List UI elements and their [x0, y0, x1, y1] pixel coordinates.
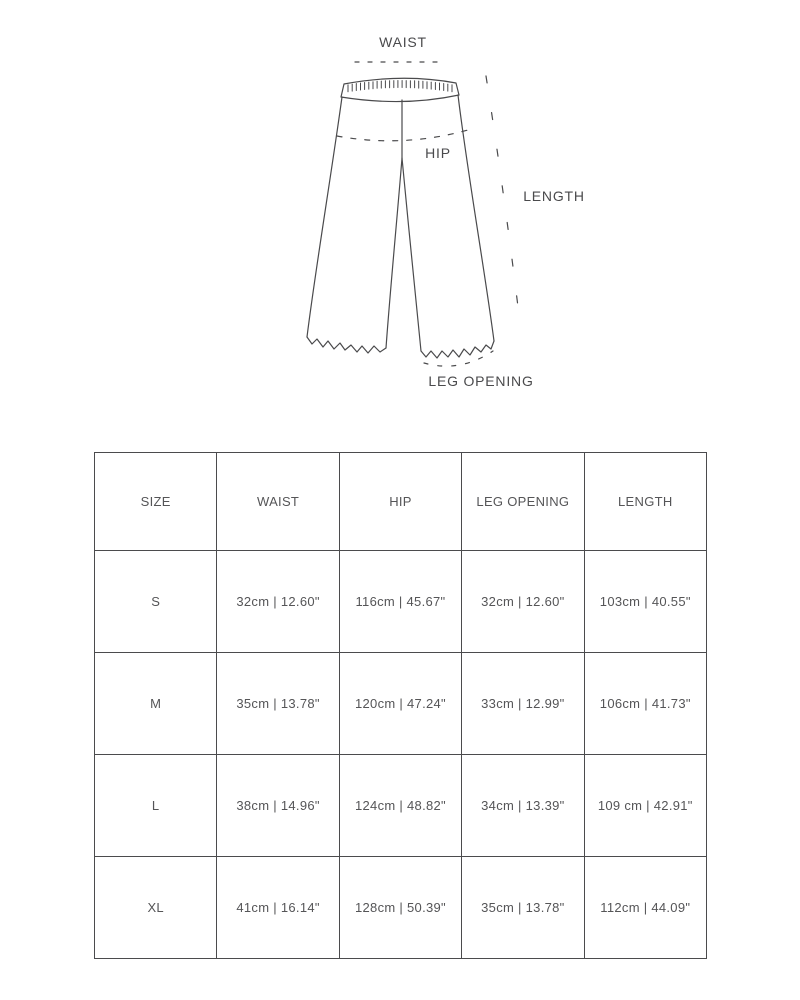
cell-size: L [95, 755, 217, 857]
cell-hip: 124cm | 48.82" [339, 755, 461, 857]
table-row-m [95, 653, 707, 755]
length-label: LENGTH [523, 188, 585, 204]
hip-label: HIP [425, 145, 451, 161]
col-header-length: LENGTH [584, 453, 706, 551]
table-row-s [95, 551, 707, 653]
waist-label: WAIST [379, 34, 427, 50]
cell-size: M [95, 653, 217, 755]
cell-size: XL [95, 857, 217, 959]
cell-size: S [95, 551, 217, 653]
size-chart-table [94, 452, 707, 959]
cell-waist: 35cm | 13.78" [217, 653, 339, 755]
cell-leg-opening: 33cm | 12.99" [462, 653, 584, 755]
cell-leg-opening: 34cm | 13.39" [462, 755, 584, 857]
leg-opening-dashed-line [424, 351, 493, 366]
pants-line-art [0, 0, 800, 440]
waistband-ribbing [348, 81, 452, 92]
cell-waist: 38cm | 14.96" [217, 755, 339, 857]
cell-hip: 116cm | 45.67" [339, 551, 461, 653]
left-outer-seam [307, 97, 342, 337]
cell-length: 103cm | 40.55" [584, 551, 706, 653]
cell-length: 109 cm | 42.91" [584, 755, 706, 857]
right-inner-seam [402, 158, 421, 351]
header-row [95, 453, 707, 551]
right-outer-seam [458, 95, 494, 341]
leg-opening-label: LEG OPENING [428, 373, 534, 389]
col-header-hip: HIP [339, 453, 461, 551]
cell-length: 112cm | 44.09" [584, 857, 706, 959]
table-row-l [95, 755, 707, 857]
cell-hip: 120cm | 47.24" [339, 653, 461, 755]
table-row-xl [95, 857, 707, 959]
cell-hip: 128cm | 50.39" [339, 857, 461, 959]
waistband-outline [341, 78, 459, 101]
col-header-leg-opening: LEG OPENING [462, 453, 584, 551]
right-hem-fray [421, 341, 494, 358]
size-chart-container [94, 452, 707, 959]
left-inner-seam [386, 158, 402, 348]
left-hem-fray [307, 337, 386, 353]
cell-leg-opening: 32cm | 12.60" [462, 551, 584, 653]
cell-length: 106cm | 41.73" [584, 653, 706, 755]
cell-leg-opening: 35cm | 13.78" [462, 857, 584, 959]
cell-waist: 32cm | 12.60" [217, 551, 339, 653]
length-dashed-line [486, 76, 521, 332]
pants-diagram [0, 0, 800, 440]
cell-waist: 41cm | 16.14" [217, 857, 339, 959]
col-header-waist: WAIST [217, 453, 339, 551]
col-header-size: SIZE [95, 453, 217, 551]
